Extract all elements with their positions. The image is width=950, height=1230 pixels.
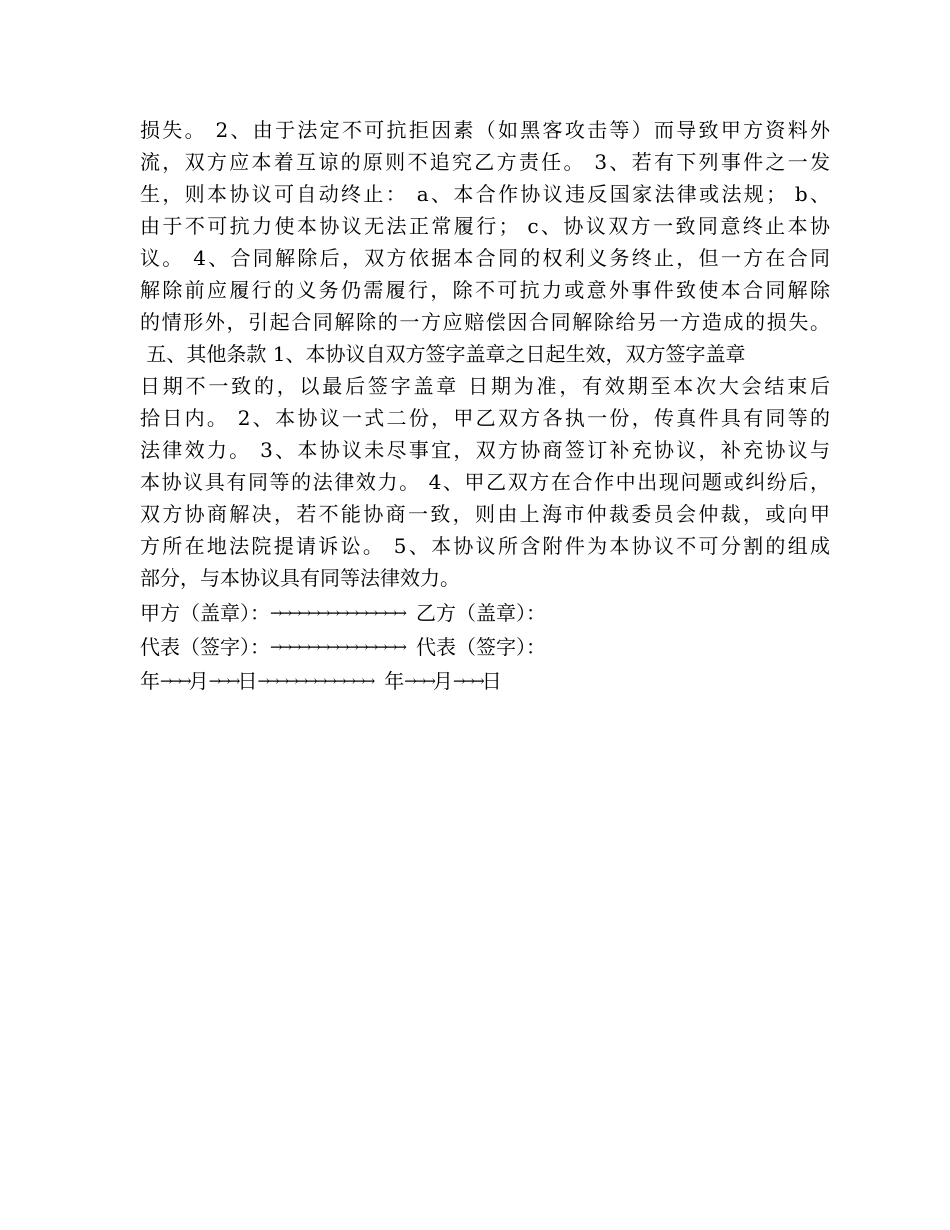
party-b-year-line: →→→ [404, 672, 433, 690]
party-b-month-line: →→→ [452, 672, 482, 690]
party-b-rep-label: 代表（签字）： [415, 635, 546, 659]
body-line: 部分，与本协议具有同等法律效力。 [140, 566, 460, 590]
party-a-day-line: →→→→→→→→→→→→ [257, 672, 373, 690]
body-line: 解除前应履行的义务仍需履行，除不可抗力或意外事件致使本合同解除 [140, 278, 830, 302]
body-line: 五、其他条款 1、本协议自双方签字盖章之日起生效，双方签字盖章 [140, 342, 746, 366]
seal-row [140, 596, 830, 630]
body-line: 拾日内。 2、本协议一式二份，甲乙双方各执一份，传真件具有同等的 [140, 406, 830, 430]
party-b-month-label: 月 [432, 669, 453, 693]
body-line: 损失。 2、由于法定不可抗拒因素（如黑客攻击等）而导致甲方资料外 [140, 118, 830, 142]
contract-body [140, 114, 830, 594]
party-b-seal-label: 乙方（盖章）： [415, 601, 546, 625]
body-line: 议。 4、合同解除后，双方依据本合同的权利义务终止，但一方在合同 [140, 246, 830, 270]
party-a-rep-line: →→→→→→→→→→→→→→ [270, 638, 404, 656]
party-b-year-label: 年 [384, 669, 405, 693]
party-a-year-label: 年 [140, 669, 160, 693]
document-page [140, 114, 830, 698]
party-b-day-label: 日 [481, 669, 502, 693]
party-a-month-label: 月 [188, 669, 209, 693]
party-a-year-line: →→→ [160, 672, 189, 690]
party-a-rep-label: 代表（签字）： [140, 635, 270, 659]
body-line: 方所在地法院提请诉讼。 5、本协议所含附件为本协议不可分割的组成 [140, 534, 830, 558]
body-line: 流，双方应本着互谅的原则不追究乙方责任。 3、若有下列事件之一发 [140, 150, 830, 174]
body-line: 日期不一致的，以最后签字盖章 日期为准，有效期至本次大会结束后 [140, 374, 830, 398]
body-line: 本协议具有同等的法律效力。 4、甲乙双方在合作中出现问题或纠纷后， [140, 470, 830, 494]
signature-block [140, 596, 830, 698]
date-row [140, 664, 830, 698]
body-line: 法律效力。 3、本协议未尽事宜，双方协商签订补充协议，补充协议与 [140, 438, 830, 462]
party-a-seal-line: →→→→→→→→→→→→→→ [270, 604, 404, 622]
party-a-day-label: 日 [237, 669, 258, 693]
body-line: 由于不可抗力使本协议无法正常履行； c、协议双方一致同意终止本协 [140, 214, 830, 238]
party-a-seal-label: 甲方（盖章）： [140, 601, 270, 625]
party-a-month-line: →→→ [208, 672, 238, 690]
representative-row [140, 630, 830, 664]
body-line: 的情形外，引起合同解除的一方应赔偿因合同解除给另一方造成的损失。 [140, 310, 830, 334]
body-line: 生，则本协议可自动终止： a、本合作协议违反国家法律或法规； b、 [140, 182, 830, 206]
body-line: 双方协商解决，若不能协商一致，则由上海市仲裁委员会仲裁，或向甲 [140, 502, 830, 526]
